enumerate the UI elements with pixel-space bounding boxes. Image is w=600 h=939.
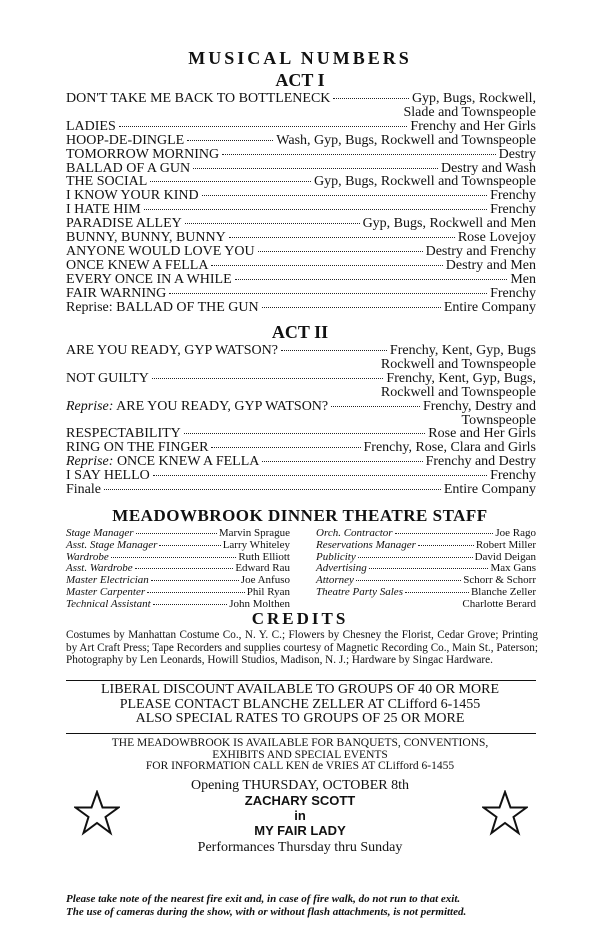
staff-role: Technical Assistant — [66, 597, 151, 610]
song-performers: Frenchy, Destry and — [422, 398, 536, 414]
act-one-heading: ACT I — [275, 70, 325, 90]
staff-name: Joe Anfuso — [240, 574, 290, 587]
dot-leader — [119, 126, 408, 127]
dot-leader — [356, 580, 461, 581]
song-title — [66, 134, 184, 148]
song-title — [66, 217, 182, 231]
song-performers: Gyp, Bugs, Rockwell, — [411, 91, 536, 106]
staff-row — [316, 540, 536, 552]
dot-leader — [418, 545, 474, 546]
discount-line-1: LIBERAL DISCOUNT AVAILABLE TO GROUPS OF 40 OR MORE — [100, 682, 499, 697]
song-performers: Wash, Gyp, Bugs, Rockwell and Townspeople — [276, 132, 536, 148]
song-performers: Destry and Wash — [440, 160, 536, 176]
song-title — [66, 189, 199, 203]
song-performers: Frenchy — [490, 202, 536, 218]
dot-leader — [184, 433, 426, 434]
song-title — [66, 441, 208, 455]
info-line-2: EXHIBITS AND SPECIAL EVENTS — [212, 748, 388, 761]
song-title — [66, 259, 208, 273]
act-two-song-list — [66, 344, 536, 497]
song-name: FAIR WARNING — [66, 285, 167, 301]
song-name: RING ON THE FINGER — [66, 440, 209, 456]
dot-leader — [358, 557, 473, 558]
song-row — [66, 231, 536, 245]
song-performers: Men — [510, 271, 536, 287]
reprise-label: Reprise: — [66, 454, 114, 470]
reprise-label: Reprise: — [66, 398, 114, 414]
song-title — [66, 203, 141, 217]
staff-name: Blanche Zeller — [470, 585, 536, 598]
song-performers: Frenchy and Destry — [425, 454, 536, 470]
song-row — [66, 134, 536, 148]
song-row — [66, 217, 536, 231]
info-line-1: THE MEADOWBROOK IS AVAILABLE FOR BANQUETS, CONVENTIONS, — [111, 737, 489, 749]
credits-text: Costumes by Manhattan Costume Co., N. Y. C.; Flowers by Chesney the Florist, Cedar Grove; Printing by Art Craft Press; Tape Recorders and supplies courtesy of Magnetic Recording Co., Main St., Paterson; Photography by Len Leonards, Howill Studios, Madison, N. J.; Hardware by Singac Hardware. — [66, 629, 538, 667]
staff-name: Edward Rau — [235, 562, 290, 575]
song-name: Finale — [66, 482, 101, 498]
song-name: DON'T TAKE ME BACK TO BOTTLENECK — [66, 91, 331, 106]
opening-show: MY FAIR LADY — [254, 823, 346, 838]
song-row — [66, 287, 536, 301]
song-name: PARADISE ALLEY — [66, 216, 182, 232]
dot-leader — [136, 533, 217, 534]
song-row — [66, 162, 536, 176]
song-title — [66, 455, 259, 469]
opening-star: ZACHARY SCOTT — [244, 793, 356, 808]
staff-name: Joe Rago — [495, 527, 536, 539]
divider-top — [66, 680, 536, 681]
song-name: HOOP-DE-DINGLE — [66, 132, 185, 148]
act-one-song-list — [66, 92, 536, 315]
discount-line-3: ALSO SPECIAL RATES TO GROUPS OF 25 OR MORE — [135, 711, 465, 726]
dot-leader — [222, 154, 496, 155]
song-name: EVERY ONCE IN A WHILE — [66, 271, 232, 287]
dot-leader — [229, 237, 455, 238]
staff-left-column — [66, 528, 290, 611]
song-performers: Frenchy — [490, 468, 536, 484]
song-name: ANYONE WOULD LOVE YOU — [66, 243, 255, 259]
staff-role: Attorney — [316, 574, 354, 587]
song-name: I SAY HELLO — [66, 468, 150, 484]
discount-line-2: PLEASE CONTACT BLANCHE ZELLER AT CLifford 6-1455 — [119, 696, 481, 712]
staff-role: Advertising — [316, 562, 367, 575]
song-title — [66, 231, 226, 245]
camera-note: The use of cameras during the show, with or without flash attachments, is not permitted. — [66, 906, 467, 918]
opening-in: in — [294, 808, 306, 823]
dot-leader — [202, 195, 488, 196]
song-name: BUNNY, BUNNY, BUNNY — [66, 230, 226, 246]
staff-row — [66, 540, 290, 552]
staff-name: David Deigan — [474, 550, 536, 563]
dot-leader — [331, 406, 420, 407]
song-performers: Gyp, Bugs, Rockwell and Men — [362, 216, 536, 232]
info-line-3: FOR INFORMATION CALL KEN de VRIES AT CLifford 6-1455 — [145, 760, 455, 772]
staff-role: Asst. Wardrobe — [66, 562, 133, 575]
credits-heading: CREDITS — [251, 609, 349, 628]
song-name: THE SOCIAL — [66, 174, 148, 190]
staff-name-extra: Charlotte Berard — [462, 597, 536, 610]
song-row — [66, 483, 536, 497]
song-title — [66, 175, 147, 189]
song-performers: Rose Lovejoy — [457, 230, 536, 246]
song-name: ONCE KNEW A FELLA — [116, 454, 260, 470]
dot-leader — [211, 447, 360, 448]
dot-leader — [104, 489, 441, 490]
song-title — [66, 400, 328, 414]
dot-leader — [111, 557, 237, 558]
staff-name: Ruth Elliott — [238, 550, 290, 563]
dot-leader — [262, 307, 441, 308]
page-title: MUSICAL NUMBERS — [188, 48, 412, 68]
song-performers: Destry and Frenchy — [425, 243, 536, 259]
song-performers-continued: Slade and Townspeople — [403, 104, 536, 120]
song-row — [66, 301, 536, 315]
song-name: ONCE KNEW A FELLA — [66, 257, 209, 273]
staff-role: Master Carpenter — [66, 585, 146, 598]
song-row — [66, 273, 536, 287]
dot-leader — [395, 533, 494, 534]
dot-leader — [369, 568, 489, 569]
staff-role: Stage Manager — [66, 527, 134, 539]
act-two-heading: ACT II — [271, 322, 329, 342]
song-name: I HATE HIM — [66, 202, 141, 218]
dot-leader — [262, 461, 422, 462]
song-name: BALLAD OF A GUN — [66, 160, 191, 176]
song-title — [66, 92, 330, 106]
song-performers: Destry — [498, 146, 536, 162]
dot-leader — [153, 604, 228, 605]
staff-role: Orch. Contractor — [316, 527, 393, 539]
song-title — [66, 162, 190, 176]
staff-role: Publicity — [316, 550, 356, 563]
song-performers: Gyp, Bugs, Rockwell and Townspeople — [314, 174, 536, 190]
dot-leader — [187, 140, 273, 141]
song-row — [66, 92, 536, 106]
discount-notice — [0, 683, 600, 727]
song-row — [66, 469, 536, 483]
dot-leader — [193, 168, 438, 169]
song-title — [66, 427, 181, 441]
dot-leader — [150, 181, 311, 182]
song-row — [66, 203, 536, 217]
dot-leader — [135, 568, 234, 569]
song-performers: Rose and Her Girls — [428, 426, 536, 442]
song-performers: Entire Company — [443, 482, 536, 498]
song-performers: Frenchy and Her Girls — [410, 118, 536, 134]
song-performers: Destry and Men — [445, 257, 536, 273]
dot-leader — [185, 223, 360, 224]
song-name: I KNOW YOUR KIND — [66, 188, 199, 204]
song-title — [66, 469, 150, 483]
dot-leader — [258, 251, 423, 252]
dot-leader — [169, 293, 487, 294]
dot-leader — [147, 592, 245, 593]
song-title — [66, 344, 278, 358]
dot-leader — [211, 265, 442, 266]
song-performers-continued: Rockwell and Townspeople — [380, 384, 536, 400]
dot-leader — [152, 378, 384, 379]
opening-announcement — [0, 778, 600, 855]
song-row — [66, 148, 536, 162]
song-title — [66, 483, 101, 497]
dot-leader — [151, 580, 239, 581]
song-performers: Frenchy, Rose, Clara and Girls — [363, 440, 536, 456]
staff-name: Larry Whiteley — [222, 538, 290, 551]
song-performers: Frenchy — [490, 285, 536, 301]
song-title — [66, 273, 232, 287]
song-name: NOT GUILTY — [66, 370, 149, 386]
song-row — [66, 344, 536, 358]
song-name: Reprise: BALLAD OF THE GUN — [66, 299, 259, 315]
song-row — [66, 427, 536, 441]
staff-name: Marvin Sprague — [218, 527, 290, 539]
song-name: LADIES — [66, 118, 116, 134]
divider-bottom — [66, 733, 536, 734]
staff-name: Max Gans — [490, 562, 536, 575]
song-row — [66, 372, 536, 386]
song-row — [66, 441, 536, 455]
song-performers-continued: Rockwell and Townspeople — [380, 356, 536, 372]
staff-name: Robert Miller — [475, 538, 536, 551]
dot-leader — [144, 209, 487, 210]
opening-date: Opening THURSDAY, OCTOBER 8th — [190, 778, 410, 793]
song-row — [66, 455, 536, 469]
song-performers: Entire Company — [443, 299, 536, 315]
song-name: TOMORROW MORNING — [66, 146, 220, 162]
song-row — [66, 259, 536, 273]
staff-row — [66, 587, 290, 599]
song-title — [66, 120, 116, 134]
dot-leader — [281, 350, 387, 351]
dot-leader — [159, 545, 220, 546]
song-row — [66, 400, 536, 414]
song-title — [66, 287, 166, 301]
staff-name: John Molthen — [229, 597, 290, 610]
song-performers: Frenchy, Kent, Gyp, Bugs, — [386, 370, 536, 386]
staff-role: Asst. Stage Manager — [66, 538, 158, 551]
song-performers: Frenchy — [490, 188, 536, 204]
song-title — [66, 148, 219, 162]
song-name: ARE YOU READY, GYP WATSON? — [116, 398, 329, 414]
dot-leader — [405, 592, 469, 593]
staff-role: Wardrobe — [66, 550, 109, 563]
staff-heading: MEADOWBROOK DINNER THEATRE STAFF — [112, 506, 488, 525]
song-name: RESPECTABILITY — [66, 426, 181, 442]
staff-role: Reservations Manager — [316, 538, 416, 551]
song-row — [66, 120, 536, 134]
song-name: ARE YOU READY, GYP WATSON? — [66, 343, 278, 358]
dot-leader — [333, 98, 409, 99]
staff-role: Master Electrician — [66, 574, 149, 587]
staff-name: Phil Ryan — [246, 585, 290, 598]
dot-leader — [153, 475, 487, 476]
event-info — [0, 738, 600, 773]
opening-performances: Performances Thursday thru Sunday — [197, 840, 403, 855]
audience-notes — [66, 893, 538, 919]
song-row — [66, 245, 536, 259]
fire-exit-note: Please take note of the nearest fire exit and, in case of fire walk, do not run to that exit. — [66, 893, 461, 905]
song-title — [66, 245, 255, 259]
song-row — [66, 189, 536, 203]
staff-row — [316, 587, 536, 599]
song-row — [66, 175, 536, 189]
staff-role: Theatre Party Sales — [316, 585, 403, 598]
song-performers-continued: Townspeople — [461, 412, 536, 428]
song-title — [66, 301, 259, 315]
song-title — [66, 372, 149, 386]
dot-leader — [235, 279, 508, 280]
staff-name: Schorr & Schorr — [463, 574, 536, 587]
song-performers: Frenchy, Kent, Gyp, Bugs — [389, 343, 536, 358]
staff-right-column — [316, 528, 536, 611]
